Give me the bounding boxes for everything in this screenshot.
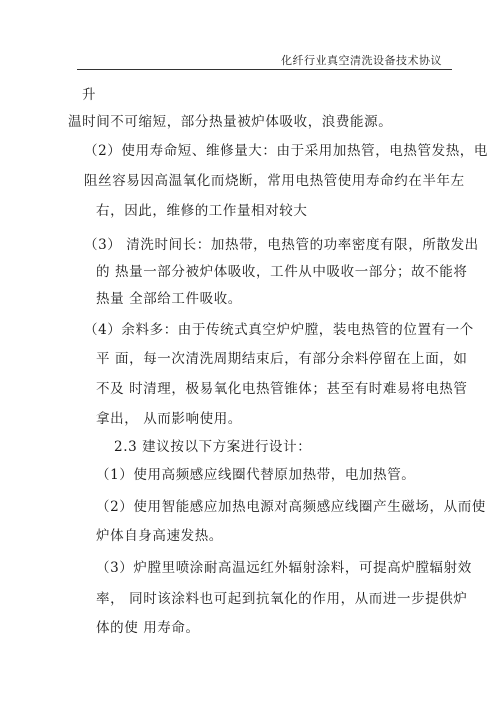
text-line: 拿出， 从而影响使用。 bbox=[96, 411, 242, 427]
text-line: 率， 同时该涂料也可起到抗氧化的作用，从而进一步提供炉 bbox=[96, 591, 468, 607]
text-line: 右，因此，维修的工作量相对较大 bbox=[96, 203, 308, 219]
section-heading: 2.3 建议按以下方案进行设计： bbox=[114, 439, 312, 455]
text-line: 温时间不可缩短，部分热量被炉体吸收，浪费能源。 bbox=[68, 114, 393, 130]
text-line: 平 面，每一次清洗周期结束后，有部分余料停留在上面，如 bbox=[96, 351, 468, 367]
text-line: （4）余料多：由于传统式真空炉炉膛，装电热管的位置有一个 bbox=[84, 322, 474, 338]
text-line: （3） 清洗时间长：加热带，电热管的功率密度有限，所散发出 bbox=[84, 237, 479, 253]
header-divider bbox=[77, 69, 452, 70]
text-line: 热量 全部给工件吸收。 bbox=[96, 291, 242, 307]
text-line: 体的使 用寿命。 bbox=[96, 620, 200, 636]
text-line: 炉体自身高速发热。 bbox=[96, 528, 223, 544]
text-line: 的 热量一部分被炉体吸收，工件从中吸收一部分；故不能将 bbox=[96, 264, 468, 280]
text-line: 不及 时清理，极易氧化电热管锥体；甚至有时难易将电热管 bbox=[96, 381, 468, 397]
text-line: 阻丝容易因高温氧化而烧断，常用电热管使用寿命约在半年左 bbox=[84, 173, 465, 189]
text-line: 升 bbox=[82, 87, 97, 103]
header-title: 化纤行业真空清洗设备技术协议 bbox=[281, 54, 442, 67]
text-line: （3）炉膛里喷涂耐高温远红外辐射涂料，可提高炉膛辐射效 bbox=[96, 560, 472, 576]
text-line: （2）使用寿命短、维修量大：由于采用加热管，电热管发热，电 bbox=[84, 143, 488, 159]
text-line: （2）使用智能感应加热电源对高频感应线圈产生磁场，从而使 bbox=[96, 499, 486, 515]
text-line: （1）使用高频感应线圈代替原加热带，电加热管。 bbox=[96, 467, 416, 483]
